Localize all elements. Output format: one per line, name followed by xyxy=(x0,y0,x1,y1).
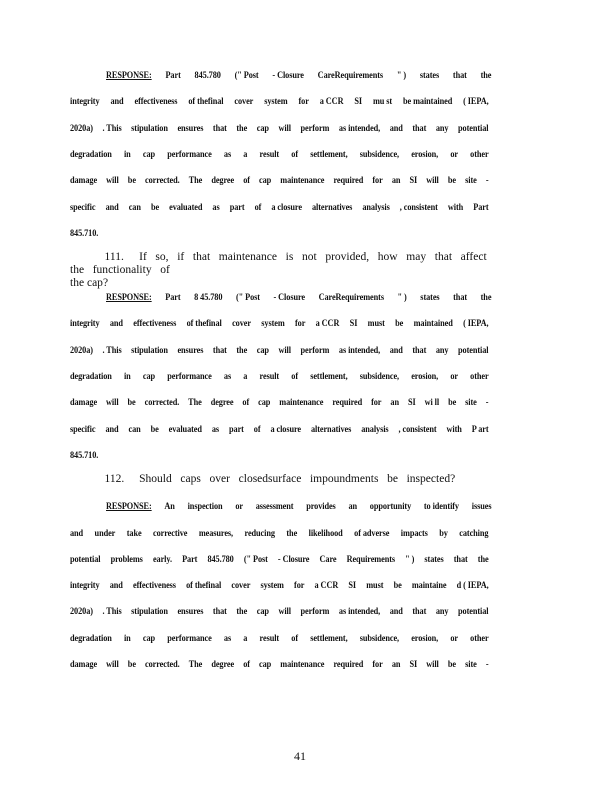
word: a closure xyxy=(271,201,302,212)
word: corrective xyxy=(153,527,188,538)
word: that xyxy=(453,553,468,564)
word: - xyxy=(485,397,489,408)
word: . This xyxy=(102,122,122,133)
word: analysis xyxy=(361,423,389,434)
word: impacts xyxy=(400,527,428,538)
word: system xyxy=(264,96,288,107)
word: will xyxy=(426,659,439,669)
word: be xyxy=(127,397,136,408)
question-number: 112. xyxy=(104,471,125,486)
word: the xyxy=(236,344,248,355)
question xyxy=(70,472,508,485)
word: An xyxy=(164,501,175,512)
word: SI xyxy=(409,175,418,186)
word: provides xyxy=(306,501,336,512)
response-line xyxy=(70,554,489,568)
word: and xyxy=(105,201,119,212)
word: a xyxy=(243,148,248,159)
word: of thefinal xyxy=(186,318,222,329)
word: as xyxy=(211,423,220,434)
response-line xyxy=(70,202,489,216)
word: an xyxy=(390,397,399,408)
word: that xyxy=(212,606,227,617)
word: with xyxy=(446,423,462,434)
word: be xyxy=(150,201,160,212)
word: and xyxy=(109,580,123,591)
word: P art xyxy=(471,423,489,434)
word: ensures xyxy=(177,606,204,617)
word: - Closure xyxy=(272,70,304,80)
word: potential xyxy=(70,553,101,564)
word: integrity xyxy=(70,318,100,329)
word: degree xyxy=(211,659,235,669)
word: corrected. xyxy=(145,659,180,669)
word: mu st xyxy=(372,96,393,107)
word: as xyxy=(223,632,232,643)
response-line xyxy=(70,149,489,163)
word: maintenance xyxy=(279,397,324,408)
word: Part xyxy=(165,292,181,303)
word: a xyxy=(243,632,248,643)
word: and xyxy=(70,527,84,538)
word: cap xyxy=(256,344,269,355)
word: , consistent xyxy=(398,423,437,434)
word: for xyxy=(372,175,383,186)
word: ensures xyxy=(177,344,204,355)
question-text: Should caps over closedsurface impoundments be inspected? xyxy=(139,471,456,486)
word: as intended, xyxy=(338,122,381,133)
page-number: 41 xyxy=(294,749,306,763)
word: for xyxy=(294,580,305,591)
word: stipulation xyxy=(131,344,168,355)
word: a xyxy=(243,371,248,381)
response-line xyxy=(106,292,491,306)
word: site xyxy=(465,175,477,186)
word: 2020a) xyxy=(70,344,93,355)
word: cap xyxy=(142,371,156,381)
word: integrity xyxy=(70,580,100,591)
word: cap xyxy=(258,397,271,408)
response-line xyxy=(106,70,491,84)
word: as xyxy=(223,148,232,159)
word: effectiveness xyxy=(132,580,176,591)
question-text: If so, if that maintenance is not provided, how may that affect the functionality of xyxy=(70,249,487,277)
word: erosion, xyxy=(411,371,439,381)
word: an xyxy=(391,659,401,669)
word: catching xyxy=(459,527,489,538)
response-line xyxy=(70,371,489,385)
word: can xyxy=(128,201,141,212)
word: cap xyxy=(142,148,156,159)
word: of xyxy=(291,148,299,159)
word: part xyxy=(229,423,244,434)
word: The xyxy=(188,659,203,669)
word: evaluated xyxy=(168,423,202,434)
word: in xyxy=(123,148,131,159)
word: SI xyxy=(348,580,357,591)
word: a CCR xyxy=(315,318,340,329)
word: damage xyxy=(70,175,98,186)
word: (" Post xyxy=(234,70,259,80)
word: will xyxy=(278,606,291,617)
word: settlement, xyxy=(310,632,348,643)
word: be xyxy=(447,659,456,669)
word: SI xyxy=(354,96,363,107)
word: CareRequirements xyxy=(318,292,384,303)
word: be xyxy=(150,423,159,434)
word: of xyxy=(243,175,250,186)
word: specific xyxy=(70,201,96,212)
word: of xyxy=(243,659,250,669)
word: 845.710. xyxy=(70,227,99,238)
word: any xyxy=(435,122,449,133)
word: system xyxy=(260,580,284,591)
word: states xyxy=(419,70,440,80)
word: a CCR xyxy=(314,580,339,591)
word: other xyxy=(470,371,489,381)
word: to identify xyxy=(423,501,459,512)
word: will xyxy=(426,175,439,186)
word: degree xyxy=(210,397,234,408)
word: performance xyxy=(167,148,212,159)
word: that xyxy=(452,70,467,80)
word: or xyxy=(450,148,458,159)
word: . This xyxy=(102,344,122,355)
word: as xyxy=(223,371,232,381)
word: for xyxy=(372,659,383,669)
word: Part xyxy=(165,70,181,80)
word: The xyxy=(188,175,203,186)
word: reducing xyxy=(244,527,275,538)
word: any xyxy=(435,606,449,617)
word: effectiveness xyxy=(133,318,177,329)
word: result xyxy=(259,148,280,159)
word: subsidence, xyxy=(359,148,400,159)
word: - Closure xyxy=(277,553,310,564)
word: states xyxy=(420,292,440,303)
word: site xyxy=(465,659,477,669)
word: subsidence, xyxy=(359,371,400,381)
word: required xyxy=(332,397,363,408)
word: must xyxy=(366,580,384,591)
word: (" Post xyxy=(243,553,268,564)
word: 8 45.780 xyxy=(194,292,223,303)
word: of thefinal xyxy=(188,96,224,107)
word: . This xyxy=(102,606,122,617)
word: perform xyxy=(300,344,330,355)
word: - xyxy=(485,175,489,186)
word: other xyxy=(470,632,489,643)
word: the xyxy=(477,553,489,564)
word: maintenance xyxy=(280,175,325,186)
word: in xyxy=(123,371,131,381)
word: of xyxy=(242,397,250,408)
word: wi ll xyxy=(424,397,440,408)
word: cover xyxy=(234,96,254,107)
word: that xyxy=(453,292,468,303)
word: Part xyxy=(182,553,198,564)
word: under xyxy=(94,527,116,538)
word: of xyxy=(291,371,299,381)
response-line xyxy=(70,424,489,438)
word: that xyxy=(412,606,427,617)
word: 2020a) xyxy=(70,606,93,617)
word: must xyxy=(367,318,385,329)
word: an xyxy=(348,501,358,512)
word: for xyxy=(294,318,306,329)
word: " ) xyxy=(405,553,415,564)
response-line xyxy=(70,659,489,673)
word: be xyxy=(447,175,456,186)
question-number: 111. xyxy=(104,249,124,264)
response-line xyxy=(70,96,489,110)
word: cover xyxy=(231,580,251,591)
word: of xyxy=(254,201,262,212)
word: 845.710. xyxy=(70,449,99,460)
word: maintenance xyxy=(280,659,325,669)
word: cap xyxy=(142,632,156,643)
word: specific xyxy=(70,423,96,434)
word: " ) xyxy=(397,292,407,303)
response-line xyxy=(70,450,489,464)
word: ensures xyxy=(177,122,204,133)
word: be xyxy=(127,175,136,186)
word: alternatives xyxy=(310,423,352,434)
word: cap xyxy=(259,175,272,186)
word: will xyxy=(278,344,291,355)
word: or xyxy=(450,371,458,381)
word: Requirements xyxy=(346,553,396,564)
response-label: RESPONSE: xyxy=(106,70,152,80)
word: inspection xyxy=(187,501,223,512)
word: potential xyxy=(458,606,489,617)
word: (" Post xyxy=(235,292,260,303)
word: system xyxy=(261,318,285,329)
word: opportunity xyxy=(369,501,412,512)
word: - Closure xyxy=(273,292,305,303)
word: evaluated xyxy=(169,201,203,212)
word: that xyxy=(212,344,227,355)
word: effectiveness xyxy=(134,96,178,107)
response-line xyxy=(106,501,491,515)
question-text-continued: the cap? xyxy=(70,275,109,290)
word: that xyxy=(412,122,427,133)
word: perform xyxy=(300,606,330,617)
word: will xyxy=(106,659,119,669)
word: ( IEPA, xyxy=(463,96,489,107)
word: settlement, xyxy=(310,371,348,381)
word: maintained xyxy=(413,318,453,329)
word: other xyxy=(470,148,489,159)
word: and xyxy=(389,122,403,133)
word: any xyxy=(435,344,449,355)
word: required xyxy=(333,659,364,669)
word: subsidence, xyxy=(359,632,400,643)
word: in xyxy=(123,632,131,643)
word: performance xyxy=(167,632,212,643)
word: maintaine xyxy=(411,580,447,591)
word: will xyxy=(278,122,291,133)
word: performance xyxy=(167,371,212,381)
word: the xyxy=(286,527,298,538)
word: Part xyxy=(473,201,489,212)
word: an xyxy=(391,175,401,186)
word: ( IEPA, xyxy=(463,318,489,329)
word: 2020a) xyxy=(70,122,93,133)
word: of xyxy=(253,423,261,434)
word: be xyxy=(448,397,457,408)
word: cap xyxy=(256,122,269,133)
word: that xyxy=(412,344,427,355)
word: can xyxy=(128,423,141,434)
word: corrected. xyxy=(144,397,180,408)
word: assessment xyxy=(255,501,294,512)
word: be xyxy=(127,659,136,669)
word: be maintained xyxy=(403,96,453,107)
response-line xyxy=(70,606,489,620)
word: be xyxy=(395,318,404,329)
word: and xyxy=(110,96,124,107)
word: SI xyxy=(349,318,358,329)
word: the xyxy=(480,292,492,303)
word: site xyxy=(465,397,477,408)
word: or xyxy=(450,632,458,643)
word: cover xyxy=(232,318,251,329)
word: the xyxy=(236,122,248,133)
word: potential xyxy=(458,122,489,133)
word: likelihood xyxy=(308,527,343,538)
word: corrected. xyxy=(145,175,180,186)
word: cap xyxy=(259,659,272,669)
word: Care xyxy=(319,553,337,564)
word: SI xyxy=(407,397,416,408)
word: damage xyxy=(70,659,98,669)
word: The xyxy=(188,397,202,408)
word: will xyxy=(106,397,119,408)
word: states xyxy=(424,553,444,564)
word: degradation xyxy=(70,148,112,159)
word: , consistent xyxy=(399,201,438,212)
word: for xyxy=(298,96,309,107)
word: for xyxy=(371,397,382,408)
word: or xyxy=(235,501,243,512)
word: a closure xyxy=(270,423,302,434)
word: of adverse xyxy=(354,527,390,538)
word: as xyxy=(212,201,220,212)
word: part xyxy=(229,201,245,212)
word: and xyxy=(389,606,403,617)
word: the xyxy=(236,606,248,617)
word: measures, xyxy=(198,527,234,538)
word: the xyxy=(480,70,492,80)
question xyxy=(70,250,508,289)
word: and xyxy=(109,318,123,329)
word: erosion, xyxy=(411,148,439,159)
word: result xyxy=(259,371,280,381)
word: by xyxy=(439,527,448,538)
word: a CCR xyxy=(319,96,344,107)
response-label: RESPONSE: xyxy=(106,292,152,303)
word: early. xyxy=(152,553,172,564)
word: 845.780 xyxy=(194,70,221,80)
word: alternatives xyxy=(312,201,353,212)
response-label: RESPONSE: xyxy=(106,501,152,512)
response-line xyxy=(70,580,489,594)
word: as intended, xyxy=(338,606,381,617)
response-line xyxy=(70,318,489,332)
word: perform xyxy=(300,122,330,133)
word: integrity xyxy=(70,96,100,107)
response-line xyxy=(70,345,489,359)
word: analysis xyxy=(362,201,390,212)
word: d ( IEPA, xyxy=(456,580,489,591)
word: that xyxy=(212,122,227,133)
word: take xyxy=(126,527,142,538)
word: potential xyxy=(458,344,489,355)
response-line xyxy=(70,123,489,137)
word: - xyxy=(485,659,489,669)
word: of xyxy=(291,632,299,643)
word: SI xyxy=(409,659,418,669)
response-line xyxy=(70,397,489,411)
word: settlement, xyxy=(310,148,348,159)
word: be xyxy=(393,580,402,591)
response-line xyxy=(70,633,489,647)
word: stipulation xyxy=(131,122,168,133)
word: required xyxy=(333,175,364,186)
response-line xyxy=(70,175,489,189)
word: damage xyxy=(70,397,98,408)
word: and xyxy=(389,344,403,355)
word: erosion, xyxy=(411,632,439,643)
word: will xyxy=(106,175,119,186)
word: CareRequirements xyxy=(317,70,384,80)
word: with xyxy=(447,201,464,212)
word: and xyxy=(105,423,119,434)
word: issues xyxy=(471,501,492,512)
response-line xyxy=(70,528,489,542)
word: degree xyxy=(211,175,235,186)
word: result xyxy=(259,632,280,643)
word: degradation xyxy=(70,632,112,643)
word: stipulation xyxy=(131,606,168,617)
word: as intended, xyxy=(338,344,381,355)
word: degradation xyxy=(70,371,112,381)
word: problems xyxy=(110,553,143,564)
word: 845.780 xyxy=(207,553,234,564)
word: cap xyxy=(256,606,269,617)
response-line xyxy=(70,228,489,242)
word: of thefinal xyxy=(186,580,222,591)
word: " ) xyxy=(396,70,407,80)
